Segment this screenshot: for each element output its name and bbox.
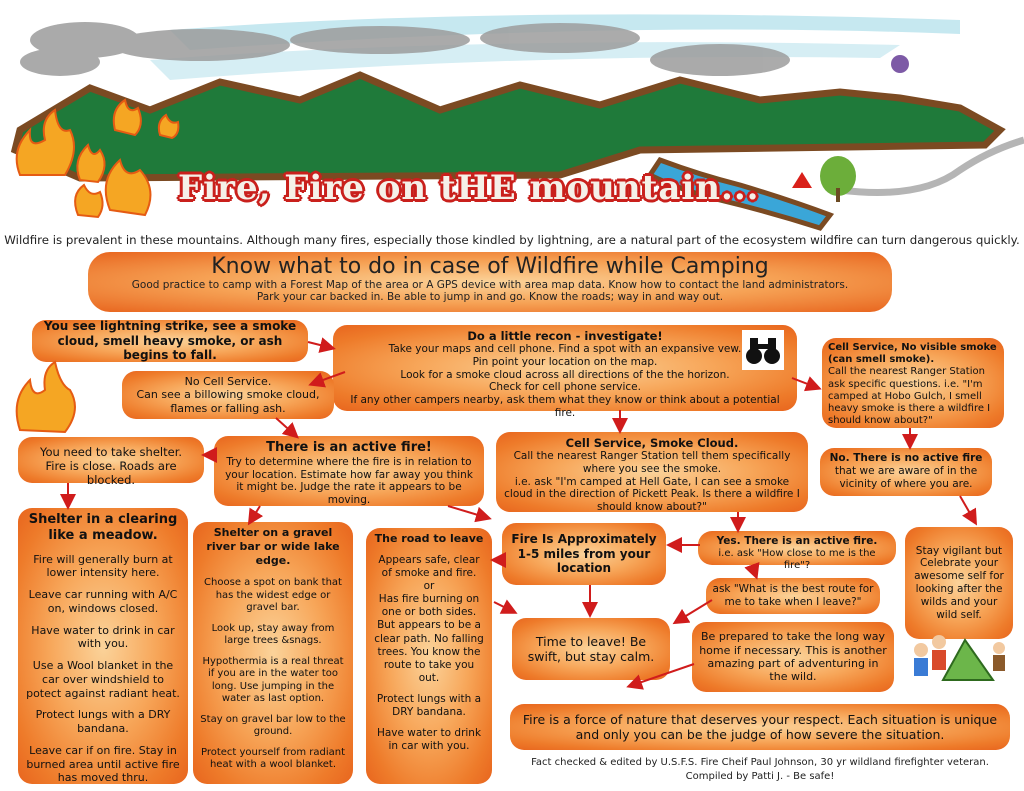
credit-line2: Compiled by Patti J. - Be safe!	[685, 771, 835, 782]
no-cell-heading: No Cell Service.	[184, 375, 272, 388]
yes-active-heading: Yes. There is an active fire.	[716, 535, 878, 547]
arrow-road-to-time	[494, 602, 514, 612]
arrow-yes-to-bestroute	[752, 565, 756, 576]
intro-text: Wildfire is prevalent in these mountains. Although many fires, especially those kindled by lightning, are a natural part of the ecosystem wildfire can turn dangerous quickly.	[4, 233, 1020, 247]
road-heading: The road to leave	[374, 532, 484, 545]
arrow-bestroute-to-time	[676, 600, 712, 622]
meadow-p1: Fire will generally burn at lower intensity here.	[33, 552, 173, 580]
meadow-p2: Leave car running with A/C on, windows closed.	[28, 588, 178, 615]
recon-line2: Pin point your location on the map.	[472, 355, 658, 368]
time-to-leave-text: Time to leave! Be swift, but stay calm.	[527, 633, 655, 664]
arrow-nocell-to-active	[276, 418, 296, 436]
cell-smoke-body2: i.e. ask "I'm camped at Hell Gate, I can see a smoke cloud in the direction of Pickett Peak. Is there a wildfire I should know about?"	[504, 475, 800, 514]
arrow-noactive-to-vigilant	[960, 496, 975, 522]
recon-heading: Do a little recon - investigate!	[467, 329, 663, 343]
road-p1: Appears safe, clear of smoke and fire.	[378, 553, 480, 579]
road-p5: Have water to drink in car with you.	[376, 727, 482, 753]
stay-vigilant-text: Stay vigilant but Celebrate your awesome self for looking after the wilds and your wild self.	[914, 544, 1004, 621]
take-shelter-body: Fire is close. Roads are blocked.	[45, 459, 177, 488]
lightning-strike-text: You see lightning strike, see a smoke cloud, smell heavy smoke, or ash begins to fall.	[43, 319, 297, 363]
cell-no-smoke-heading: Cell Service, No visible smoke (can smell smoke).	[828, 342, 997, 366]
recon-line4: Check for cell phone service.	[489, 381, 641, 394]
take-shelter-heading: You need to take shelter.	[39, 445, 183, 459]
river-p4: Stay on gravel bar low to the ground.	[200, 713, 346, 738]
arrow-recon-to-nocell	[312, 372, 345, 384]
arrow-recon-to-cellnosmoke	[792, 378, 818, 388]
meadow-heading: Shelter in a clearing like a meadow.	[28, 512, 178, 544]
no-cell-body: Can see a billowing smoke cloud, flames or falling ash.	[136, 388, 320, 415]
arrow-active-to-river	[250, 506, 260, 522]
meadow-p5: Protect lungs with a DRY bandana.	[35, 708, 171, 735]
active-fire-body: Try to determine where the fire is in relation to your location. Estimate how far away you think it might be. Judge the rate it appears to be moving.	[225, 455, 473, 507]
page-title: Fire, Fire on tHE mountain...	[178, 168, 760, 208]
meadow-p6: Leave car if on fire. Stay in burned area until active fire has moved thru.	[26, 743, 180, 785]
cell-no-smoke-body: Call the nearest Ranger Station ask specific questions. i.e. "I'm camped at Hobo Gulch, I smell heavy smoke is there a wildfire I should know about?"	[828, 366, 991, 427]
arrow-lightning-to-recon	[308, 342, 332, 348]
fire-is-text: Fire Is Approximately 1-5 miles from your location	[511, 532, 657, 576]
no-active-fire-body: that we are aware of in the vicinity of where you are.	[834, 464, 978, 490]
banner-line1: Good practice to camp with a Forest Map of the area or A GPS device with area map data. Know how to contact the land administrators.	[131, 279, 849, 291]
banner-heading: Know what to do in case of Wildfire while Camping	[211, 254, 769, 279]
river-p3: Hypothermia is a real threat if you are in the water too long. Use jumping in the water as last option.	[202, 655, 344, 705]
recon-line1: Take your maps and cell phone. Find a spot with an expansive vew.	[388, 343, 742, 356]
road-p2: or	[423, 580, 435, 592]
arrow-active-to-road	[448, 506, 488, 518]
credit-line1: Fact checked & edited by U.S.F.S. Fire Cheif Paul Johnson, 30 yr wildland firefighter veteran.	[531, 757, 989, 768]
yes-active-body: i.e. ask "How close to me is the fire"?	[718, 547, 876, 571]
recon-line5: If any other campers nearby, ask them what they know or think about a potential fire.	[350, 394, 780, 419]
river-p5: Protect yourself from radiant heat with a wool blanket.	[200, 746, 346, 771]
no-active-fire-heading: No. There is no active fire	[829, 452, 983, 464]
best-route-text: ask "What is the best route for me to take when I leave?"	[712, 583, 874, 608]
river-heading: Shelter on a gravel river bar or wide lake edge.	[206, 526, 340, 567]
river-p1: Choose a spot on bank that has the widest edge or gravel bar.	[204, 577, 342, 614]
meadow-p3: Have water to drink in car with you.	[31, 623, 175, 651]
road-p4: Protect lungs with a DRY bandana.	[376, 693, 482, 719]
river-p2: Look up, stay away from large trees &snags.	[211, 622, 335, 647]
arrow-prepared-to-time	[630, 664, 694, 686]
recon-line3: Look for a smoke cloud across all directions of the the horizon.	[400, 368, 730, 381]
be-prepared-text: Be prepared to take the long way home if necessary. This is another amazing part of adventuring in the wild.	[699, 630, 887, 684]
fire-respect-text: Fire is a force of nature that deserves your respect. Each situation is unique and only you can be the judge of how severe the situation.	[522, 711, 998, 742]
cell-smoke-body: Call the nearest Ranger Station tell them specifically where you see the smoke.	[513, 450, 791, 475]
cell-smoke-heading: Cell Service, Smoke Cloud.	[565, 436, 739, 450]
active-fire-heading: There is an active fire!	[266, 440, 432, 455]
meadow-p4: Use a Wool blanket in the car over windshield to potect against radiant heat.	[26, 659, 180, 700]
road-p3: Has fire burning on one or both sides. But appears to be a clear path. No falling trees. You know the route to take you out.	[374, 593, 484, 684]
banner-line2: Park your car backed in. Be able to jump in and go. Know the roads; way in and way out.	[256, 291, 724, 303]
